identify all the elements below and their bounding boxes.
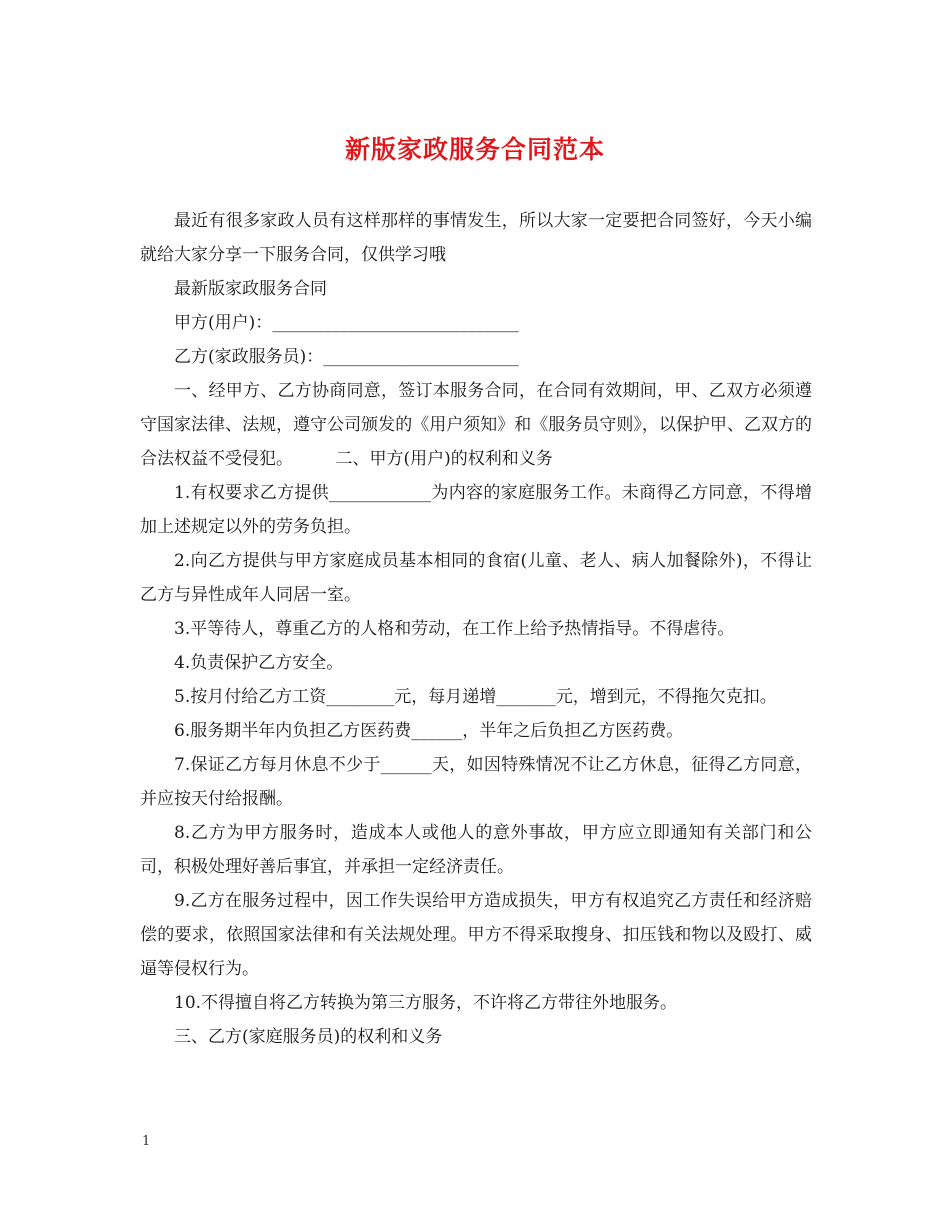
contract-heading: 最新版家政服务合同 — [174, 279, 327, 299]
document-body — [140, 204, 812, 1054]
party-b-line: 乙方(家政服务员)：_______________________ — [174, 347, 519, 367]
clause-8: 8.乙方为甲方服务时，造成本人或他人的意外事故，甲方应立即通知有关部门和公司，积极处理好善后事宜，并承担一定经济责任。 — [140, 823, 812, 877]
section-1-paragraph: 一、经甲方、乙方协商同意，签订本服务合同，在合同有效期间，甲、乙双方必须遵守国家法律、法规，遵守公司颁发的《用户须知》和《服务员守则》，以保护甲、乙双方的合法权益不受侵犯。 二、甲方(用户)的权利和义务 — [140, 381, 812, 469]
document-title: 新版家政服务合同范本 — [344, 135, 605, 164]
intro-paragraph: 最近有很多家政人员有这样那样的事情发生，所以大家一定要把合同签好，今天小编就给大家分享一下服务合同，仅供学习哦 — [140, 211, 812, 265]
clause-10: 10.不得擅自将乙方转换为第三方服务，不许将乙方带往外地服务。 — [174, 993, 678, 1013]
page-number: 1 — [142, 1134, 151, 1149]
clause-1: 1.有权要求乙方提供____________为内容的家庭服务工作。未商得乙方同意，不得增加上述规定以外的劳务负担。 — [140, 483, 812, 537]
clause-9: 9.乙方在服务过程中，因工作失误给甲方造成损失，甲方有权追究乙方责任和经济赔偿的要求，依照国家法律和有关法规处理。甲方不得采取搜身、扣压钱和物以及殴打、威逼等侵权行为。 — [140, 891, 812, 979]
party-a-line: 甲方(用户)：_____________________________ — [174, 313, 519, 333]
clause-7: 7.保证乙方每月休息不少于______天，如因特殊情况不让乙方休息，征得乙方同意，并应按天付给报酬。 — [140, 755, 812, 809]
clause-6: 6.服务期半年内负担乙方医药费______，半年之后负担乙方医药费。 — [174, 721, 684, 741]
clause-4: 4.负责保护乙方安全。 — [174, 653, 344, 673]
clause-2: 2.向乙方提供与甲方家庭成员基本相同的食宿(儿童、老人、病人加餐除外)，不得让乙方与异性成年人同居一室。 — [140, 551, 812, 605]
section-3-heading: 三、乙方(家庭服务员)的权利和义务 — [174, 1027, 443, 1047]
clause-3: 3.平等待人，尊重乙方的人格和劳动，在工作上给予热情指导。不得虐待。 — [174, 619, 735, 639]
clause-5: 5.按月付给乙方工资________元，每月递增_______元，增到元，不得拖欠克扣。 — [174, 687, 777, 707]
